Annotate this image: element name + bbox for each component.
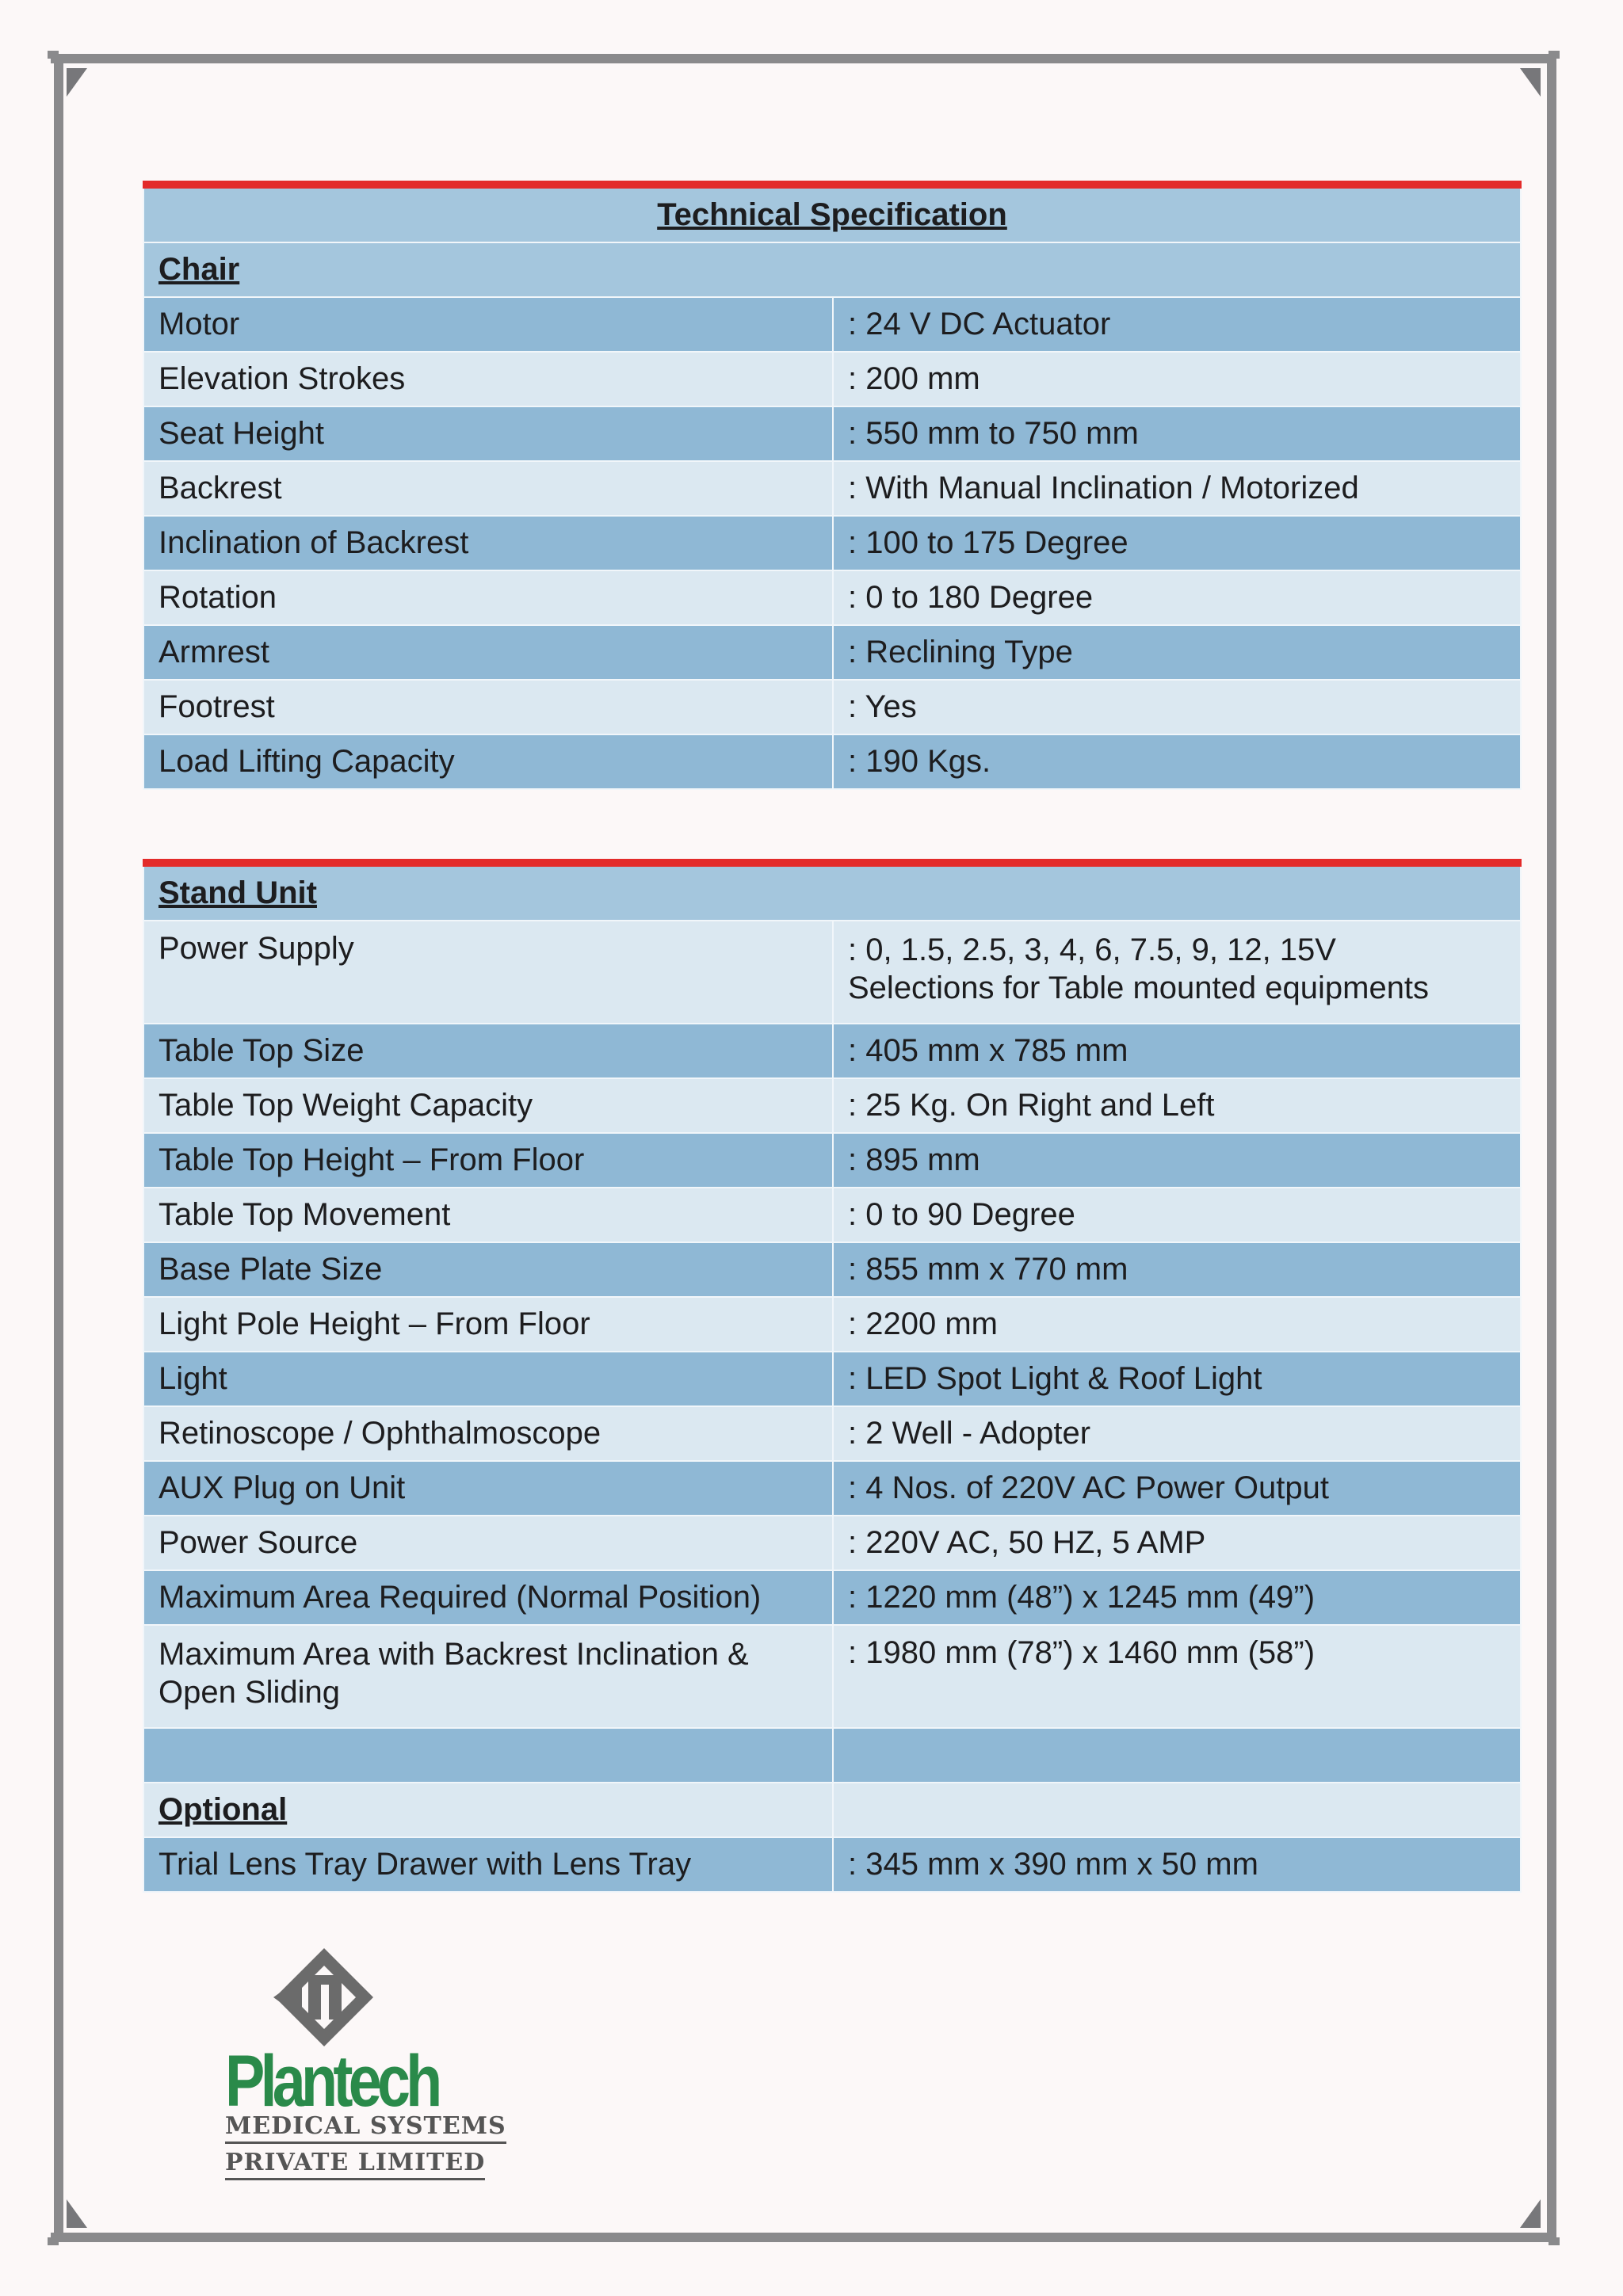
table-row (143, 1078, 1521, 1133)
spec-value: : 1980 mm (78”) x 1460 mm (58”) (833, 1625, 1521, 1728)
table-row (143, 352, 1521, 406)
frame-tick (1549, 51, 1560, 59)
spec-value: : 1220 mm (48”) x 1245 mm (49”) (833, 1570, 1521, 1625)
spec-value: : 405 mm x 785 mm (833, 1024, 1521, 1078)
section-heading-stand-unit: Stand Unit (143, 863, 1521, 921)
spec-label: Backrest (143, 461, 833, 516)
spec-value: : 100 to 175 Degree (833, 516, 1521, 570)
corner-triangle-icon (1520, 68, 1541, 97)
spec-label: Power Supply (143, 921, 833, 1024)
spec-label: Table Top Size (143, 1024, 833, 1078)
chair-spec-table (143, 181, 1522, 790)
spec-value: : Reclining Type (833, 625, 1521, 680)
frame-tick (48, 2237, 59, 2245)
spec-value: : 24 V DC Actuator (833, 297, 1521, 352)
table-row (143, 406, 1521, 461)
spec-label: Armrest (143, 625, 833, 680)
plantech-logo-icon (220, 1945, 442, 2048)
spec-label: Rotation (143, 570, 833, 625)
table-row (143, 680, 1521, 734)
spec-label: Light (143, 1352, 833, 1406)
spec-label: Retinoscope / Ophthalmoscope (143, 1406, 833, 1461)
page-title: Technical Specification (143, 185, 1521, 242)
table-row (143, 734, 1521, 789)
spec-value: : 0 to 90 Degree (833, 1188, 1521, 1242)
table-row (143, 516, 1521, 570)
table-row (143, 1133, 1521, 1188)
table-row (143, 921, 1521, 1024)
spec-label: Maximum Area Required (Normal Position) (143, 1570, 833, 1625)
spec-label: Table Top Movement (143, 1188, 833, 1242)
spec-label: Power Source (143, 1516, 833, 1570)
spec-value: : 2 Well - Adopter (833, 1406, 1521, 1461)
corner-triangle-icon (1520, 2199, 1541, 2228)
spec-label: Footrest (143, 680, 833, 734)
logo-wordmark: Plantech (225, 2041, 438, 2122)
spec-value: : 0 to 180 Degree (833, 570, 1521, 625)
spec-label: Elevation Strokes (143, 352, 833, 406)
spec-value: : 855 mm x 770 mm (833, 1242, 1521, 1297)
spec-label: Inclination of Backrest (143, 516, 833, 570)
section-row (143, 1783, 1521, 1837)
table-row-empty (143, 1728, 1521, 1783)
empty-cell (143, 1728, 833, 1783)
section-heading-optional: Optional (143, 1783, 833, 1837)
table-row (143, 1837, 1521, 1892)
table-row (143, 1570, 1521, 1625)
empty-cell (833, 1728, 1521, 1783)
spec-label: Table Top Height – From Floor (143, 1133, 833, 1188)
logo-subtitle-2: PRIVATE LIMITED (225, 2149, 485, 2180)
corner-triangle-icon (67, 68, 87, 97)
section-heading-chair: Chair (143, 242, 1521, 297)
spec-label: Motor (143, 297, 833, 352)
spec-label: Load Lifting Capacity (143, 734, 833, 789)
spec-value: : 190 Kgs. (833, 734, 1521, 789)
table-row (143, 1024, 1521, 1078)
spec-label: AUX Plug on Unit (143, 1461, 833, 1516)
spec-label: Base Plate Size (143, 1242, 833, 1297)
table-row (143, 1516, 1521, 1570)
empty-cell (833, 1783, 1521, 1837)
spec-label: Trial Lens Tray Drawer with Lens Tray (143, 1837, 833, 1892)
table-row (143, 1242, 1521, 1297)
spec-label: Light Pole Height – From Floor (143, 1297, 833, 1352)
corner-triangle-icon (67, 2199, 87, 2228)
spec-label (143, 1625, 833, 1728)
table-row (143, 1406, 1521, 1461)
spec-value-line: Selections for Table mounted equipments (848, 971, 1430, 1005)
spec-value: : 345 mm x 390 mm x 50 mm (833, 1837, 1521, 1892)
frame-tick (1549, 2237, 1560, 2245)
spec-value: : 25 Kg. On Right and Left (833, 1078, 1521, 1133)
spec-label: Table Top Weight Capacity (143, 1078, 833, 1133)
spec-value: : 550 mm to 750 mm (833, 406, 1521, 461)
spec-value: : 220V AC, 50 HZ, 5 AMP (833, 1516, 1521, 1570)
table-row (143, 1352, 1521, 1406)
table-row (143, 461, 1521, 516)
spec-value: : 200 mm (833, 352, 1521, 406)
spec-value-line: : 0, 1.5, 2.5, 3, 4, 6, 7.5, 9, 12, 15V (848, 933, 1336, 967)
spec-value: : 895 mm (833, 1133, 1521, 1188)
stand-unit-spec-table (143, 859, 1522, 1893)
section-row (143, 863, 1521, 921)
table-row (143, 1625, 1521, 1728)
frame-tick (48, 51, 59, 59)
spec-value (833, 921, 1521, 1024)
section-row (143, 242, 1521, 297)
frame-bottom-border (51, 2233, 1556, 2242)
spec-label: Seat Height (143, 406, 833, 461)
table-row (143, 297, 1521, 352)
spec-label-line: Maximum Area with Backrest Inclination & (158, 1637, 749, 1672)
logo-subtitle-1: MEDICAL SYSTEMS (225, 2112, 506, 2144)
table-row (143, 1188, 1521, 1242)
spec-value: : 4 Nos. of 220V AC Power Output (833, 1461, 1521, 1516)
table-row (143, 625, 1521, 680)
spec-value: : With Manual Inclination / Motorized (833, 461, 1521, 516)
table-row (143, 1461, 1521, 1516)
spec-label-line: Open Sliding (158, 1675, 341, 1710)
frame-right-border (1547, 54, 1556, 2242)
table-row (143, 570, 1521, 625)
frame-left-border (54, 54, 63, 2242)
frame-top-border (51, 54, 1556, 63)
title-row (143, 185, 1521, 242)
spec-value: : 2200 mm (833, 1297, 1521, 1352)
table-row (143, 1297, 1521, 1352)
spec-value: : LED Spot Light & Roof Light (833, 1352, 1521, 1406)
spec-value: : Yes (833, 680, 1521, 734)
